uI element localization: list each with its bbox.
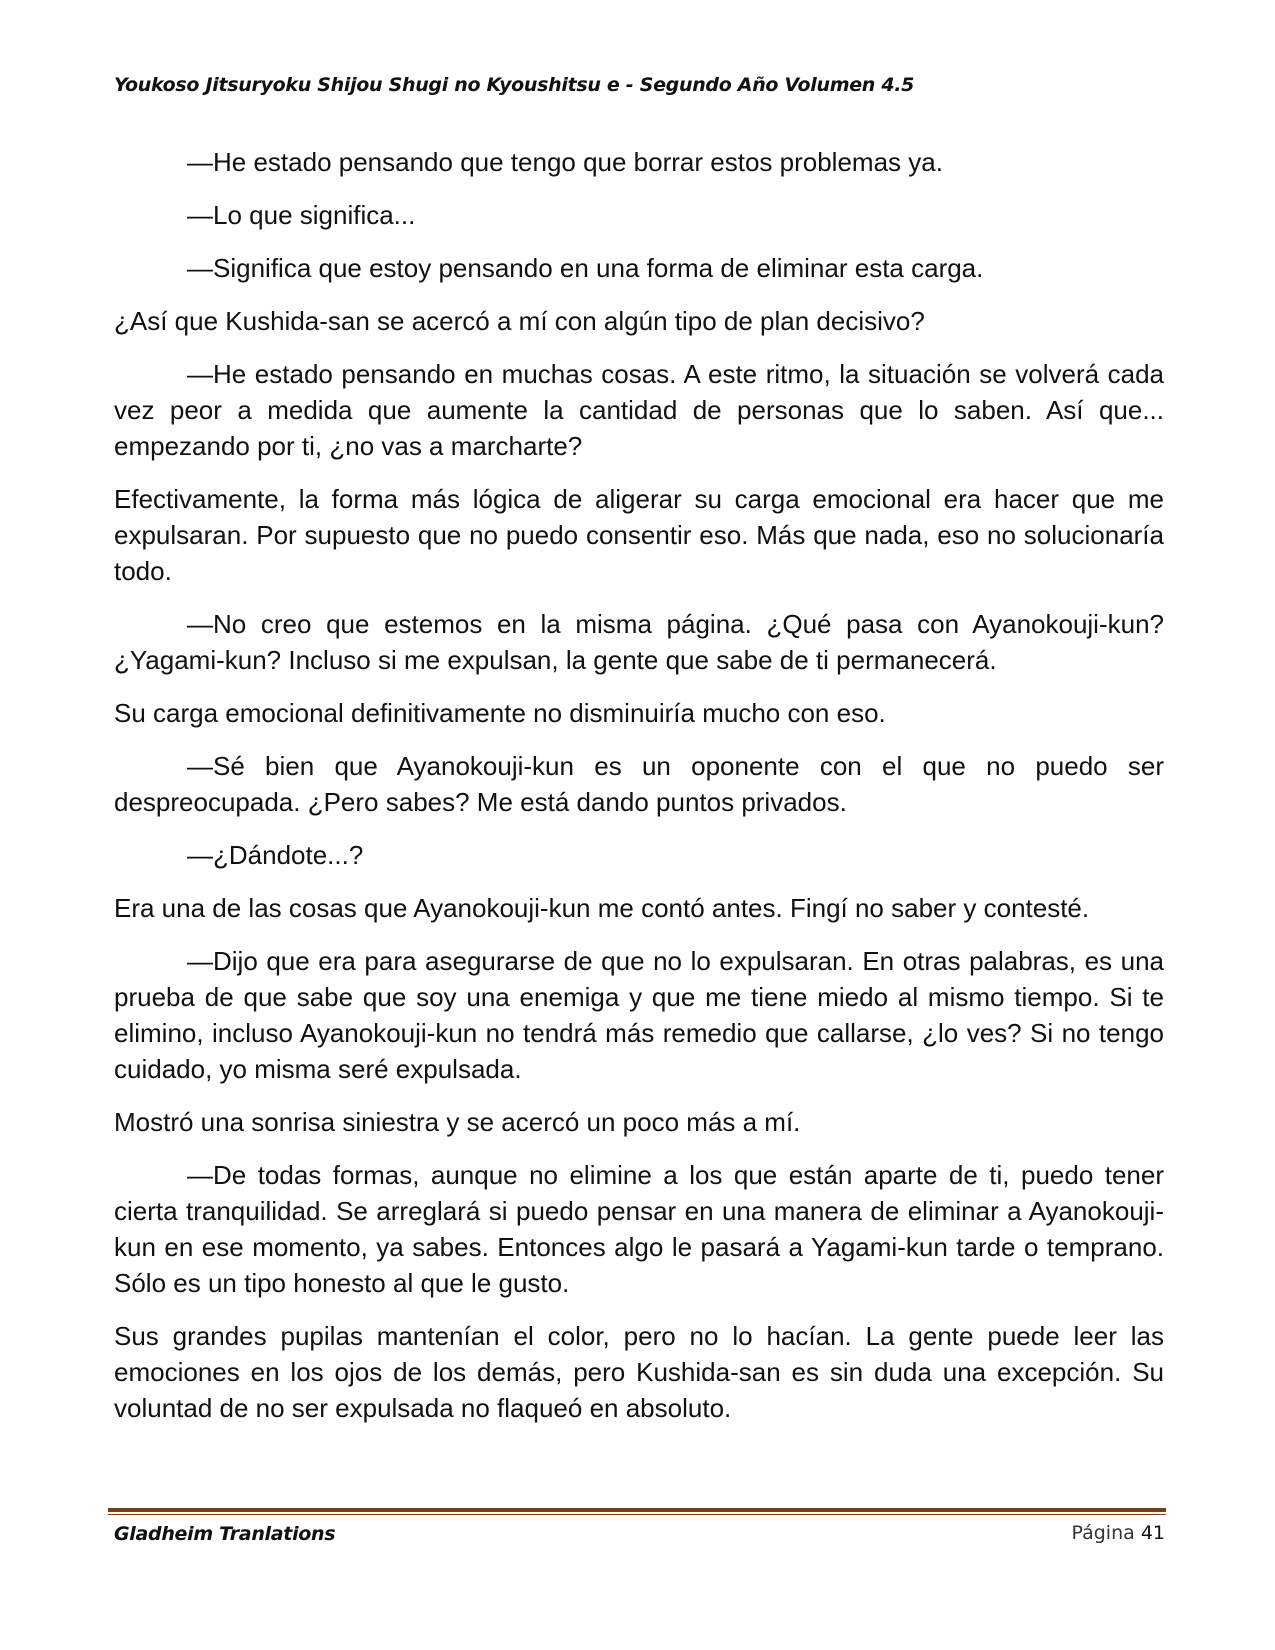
paragraph: —Lo que significa... — [187, 200, 416, 230]
paragraph: Su carga emocional definitivamente no disminuiría mucho con eso. — [114, 698, 886, 728]
paragraph: Era una de las cosas que Ayanokouji-kun me contó antes. Fingí no saber y contesté. — [114, 893, 1090, 923]
paragraph: —He estado pensando en muchas cosas. A este ritmo, la situación se volverá cada vez peor a medida que aumente la cantidad de personas que lo saben. Así que... empezando por ti, ¿no vas a marcharte? — [114, 359, 1164, 461]
paragraph: Efectivamente, la forma más lógica de aligerar su carga emocional era hacer que me expulsaran. Por supuesto que no puedo consentir eso. Más que nada, eso no solucionaría todo. — [114, 484, 1164, 586]
paragraph: —¿Dándote...? — [187, 840, 364, 870]
paragraph: —Dijo que era para asegurarse de que no lo expulsaran. En otras palabras, es una prueba de que sabe que soy una enemiga y que me tiene miedo al mismo tiempo. Si te elimino, incluso Ayanokouji-kun no tendrá más remedio que callarse, ¿lo ves? Si no tengo cuidado, yo misma seré expulsada. — [114, 946, 1164, 1084]
paragraph: ¿Así que Kushida-san se acercó a mí con algún tipo de plan decisivo? — [114, 306, 925, 336]
paragraph: —Significa que estoy pensando en una forma de eliminar esta carga. — [187, 253, 984, 283]
paragraph: —No creo que estemos en la misma página. ¿Qué pasa con Ayanokouji-kun? ¿Yagami-kun? Incluso si me expulsan, la gente que sabe de ti permanecerá. — [114, 609, 1164, 675]
footer-credit: Gladheim Tranlations — [114, 1523, 336, 1545]
paragraph: —He estado pensando que tengo que borrar estos problemas ya. — [187, 147, 943, 177]
paragraph: Mostró una sonrisa siniestra y se acercó un poco más a mí. — [114, 1107, 801, 1137]
paragraph: —De todas formas, aunque no elimine a los que están aparte de ti, puedo tener cierta tranquilidad. Se arreglará si puedo pensar en una manera de eliminar a Ayanokouji-kun en ese momento, ya sabes. Entonces algo le pasará a Yagami-kun tarde o temprano. Sólo es un tipo honesto al que le gusto. — [114, 1160, 1164, 1298]
running-header: Youkoso Jitsuryoku Shijou Shugi no Kyoushitsu e - Segundo Año Volumen 4.5 — [114, 74, 915, 96]
page-number-block — [1071, 1522, 1165, 1544]
footer-divider-thick — [108, 1508, 1166, 1512]
paragraph: —Sé bien que Ayanokouji-kun es un oponente con el que no puedo ser despreocupada. ¿Pero sabes? Me está dando puntos privados. — [114, 751, 1164, 817]
page-number: 41 — [1140, 1522, 1165, 1544]
page-label: Página — [1071, 1522, 1135, 1544]
footer-divider — [108, 1508, 1166, 1515]
page-body — [114, 144, 1164, 1443]
footer-divider-thin — [108, 1514, 1166, 1515]
paragraph: Sus grandes pupilas mantenían el color, pero no lo hacían. La gente puede leer las emociones en los ojos de los demás, pero Kushida-san es sin duda una excepción. Su voluntad de no ser expulsada no flaqueó en absoluto. — [114, 1321, 1164, 1423]
